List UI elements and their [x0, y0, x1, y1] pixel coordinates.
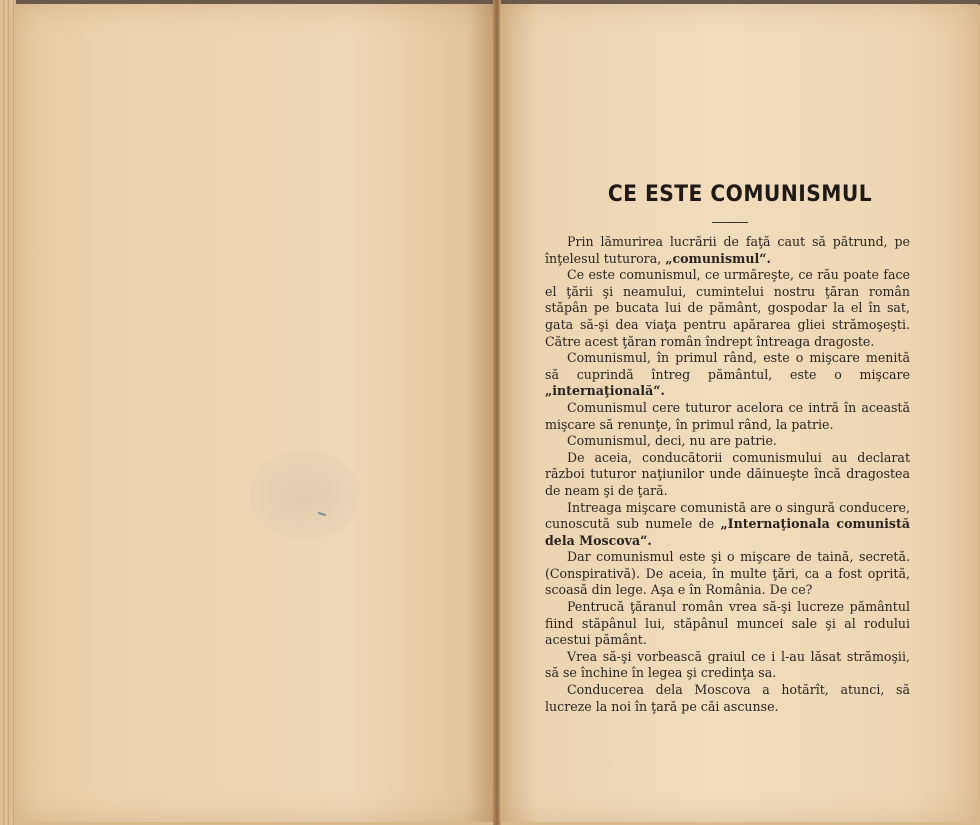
- paragraph: Pentrucă ţăranul român vrea să-şi lucreze pământul fiind stăpânul lui, stăpânul muncei sale şi al rodului acestui pământ.: [545, 599, 910, 648]
- paragraph: Comunismul, deci, nu are patrie.: [567, 433, 777, 449]
- paragraph: Ce este comunismul, ce urmăreşte, ce rău poate face el ţării şi neamului, cumintelui nostru ţăran român stăpân pe bucata lui de pământ, gospodar la el în sat, gata să-şi dea viaţa pentru apărarea gliei strămoşeşti. Către acest ţăran român îndrept întreaga dragoste.: [545, 267, 910, 349]
- paragraph: Vrea să-şi vorbească graiul ce i l-au lăsat strămoşii, să se închine în legea şi credinţa sa.: [545, 648, 910, 681]
- page-stain: [250, 450, 360, 540]
- paragraph: Intreaga mişcare comunistă are o singură conducere, cunoscută sub numele de „Internaţionala comunistă dela Moscova“.: [545, 499, 910, 548]
- paragraph: Dar comunismul este şi o mişcare de taină, secretă. (Conspirativă). De aceia, în multe ţări, ca a fost oprită, scoasă din lege. Aşa e în România. De ce?: [545, 549, 910, 598]
- paragraph: Prin lămurirea lucrării de faţă caut să pătrund, pe înţelesul tuturora, „comunismul“.: [545, 234, 910, 266]
- body-text: [545, 234, 910, 715]
- paragraph: De aceia, conducătorii comunismului au declarat război tuturor naţiunilor unde dăinueşte încă dragostea de neam şi de ţară.: [545, 449, 910, 498]
- left-page: [14, 4, 495, 822]
- paragraph: Comunismul, în primul rând, este o mişcare menită să cuprindă întreg pământul, este o mişcare „internaţională“.: [545, 350, 910, 399]
- paragraph: Conducerea dela Moscova a hotărît, atunci, să lucreze la noi în ţară pe căi ascunse.: [545, 682, 910, 714]
- title-rule: [712, 222, 748, 223]
- paragraph: Comunismul cere tuturor acelora ce intră în această mişcare să renunţe, în primul rând, la patrie.: [545, 399, 910, 432]
- chapter-title: CE ESTE COMUNISMUL: [607, 182, 873, 207]
